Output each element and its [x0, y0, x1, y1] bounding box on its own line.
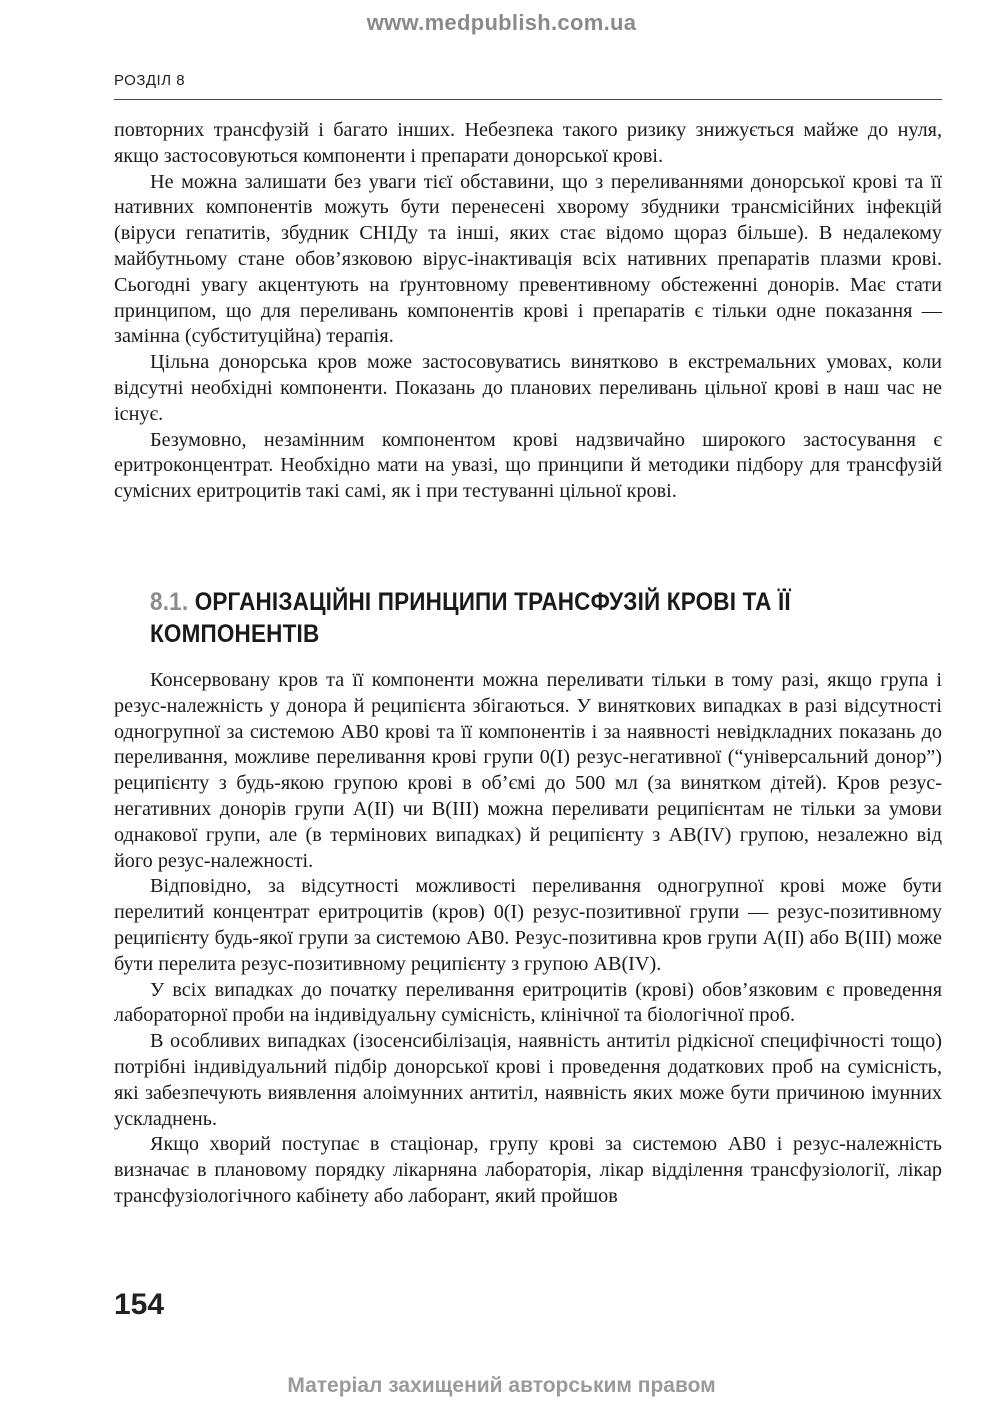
- copyright-notice: Матеріал захищений авторським правом: [287, 1374, 716, 1397]
- running-head: РОЗДІЛ 8: [114, 72, 186, 89]
- paragraph: Відповідно, за відсутності можливості переливання одногрупної крові може бути перелитий концентрат еритроцитів (кров) 0(І) резус-позитивної групи — резус-позитивному реципієнту будь-якої групи за системою АВ0. Резус-позитивна кров групи А(ІІ) або В(ІІІ) може бути перелита резус-позитивному реципієнту з групою АВ(ІV).: [114, 875, 942, 975]
- section-title: ОРГАНІЗАЦІЙНІ ПРИНЦИПИ ТРАНСФУЗІЙ КРОВІ ТА ЇЇ КОМПОНЕНТІВ: [150, 588, 791, 648]
- paragraph: В особливих випадках (ізосенсибілізація, наявність антитіл рідкісної специфічності тощо) потрібні індивідуальний підбір донорської крові і проведення додаткових проб на сумісність, які забезпечують виявлення алоімунних антитіл, наявність яких може бути причиною імунних ускладнень.: [114, 1030, 942, 1130]
- section-text: [114, 668, 942, 1210]
- paragraph: Консервовану кров та її компоненти можна переливати тільки в тому разі, якщо група і резус-належність у донора й реципієнта збігаються. У виняткових випадках в разі відсутності одногрупної за системою АВ0 крові та її компонентів і за наявності невідкладних показань до переливання, можливе переливання крові групи 0(І) резус-негативної (“універсальний донор”) реципієнту з будь-якою групою крові в об’ємі до 500 мл (за винятком дітей). Кров резус-негативних донорів групи А(ІІ) чи В(ІІІ) можна переливати реципієнтам не тільки за умови однакової групи, але (в термінових випадках) й реципієнту з АВ(ІV) групою, незалежно від його резус-належності.: [114, 669, 942, 872]
- page-number: 154: [114, 1288, 165, 1321]
- paragraph: повторних трансфузій і багато інших. Небезпека такого ризику знижується майже до нуля, якщо застосовуються компоненти і препарати донорської крові.: [114, 119, 942, 167]
- site-url-header: www.medpublish.com.ua: [366, 10, 637, 35]
- section-heading: [150, 586, 834, 650]
- section-number: 8.1.: [150, 588, 189, 616]
- paragraph: Цільна донорська кров може застосовуватись винятково в екстремальних умовах, коли відсутні необхідні компоненти. Показань до планових переливань цільної крові в наш час не існує.: [114, 351, 942, 425]
- paragraph: Не можна залишати без уваги тієї обставини, що з переливаннями донорської крові та її нативних компонентів можуть бути перенесені хворому збудники трансмісійних інфекцій (віруси гепатитів, збудник СНІДу та інші, яких стає відомо щораз більше). В недалекому майбутньому стане обов’язковою вірус-інактивація всіх нативних препаратів плазми крові. Сьогодні увагу акцентують на ґрунтовному превентивному обстеженні донорів. Має стати принципом, що для переливань компонентів крові і препаратів є тільки одне показання — замінна (субституційна) терапія.: [114, 170, 942, 348]
- intro-text: [114, 118, 942, 505]
- paragraph: Безумовно, незамінним компонентом крові надзвичайно широкого застосування є еритроконцентрат. Необхідно мати на увазі, що принципи й методики підбору для трансфузій сумісних еритроцитів такі самі, як і при тестуванні цільної крові.: [114, 428, 942, 503]
- header-rule: [114, 99, 942, 100]
- paragraph: Якщо хворий поступає в стаціонар, групу крові за системою АВ0 і резус-належність визначає в плановому порядку лікарняна лабораторія, лікар відділення трансфузіології, лікар трансфузіологічного кабінету або лаборант, який пройшов: [114, 1133, 942, 1207]
- paragraph: У всіх випадках до початку переливання еритроцитів (крові) обов’язковим є проведення лабораторної проби на індивідуальну сумісність, клінічної та біологічної проб.: [114, 978, 942, 1027]
